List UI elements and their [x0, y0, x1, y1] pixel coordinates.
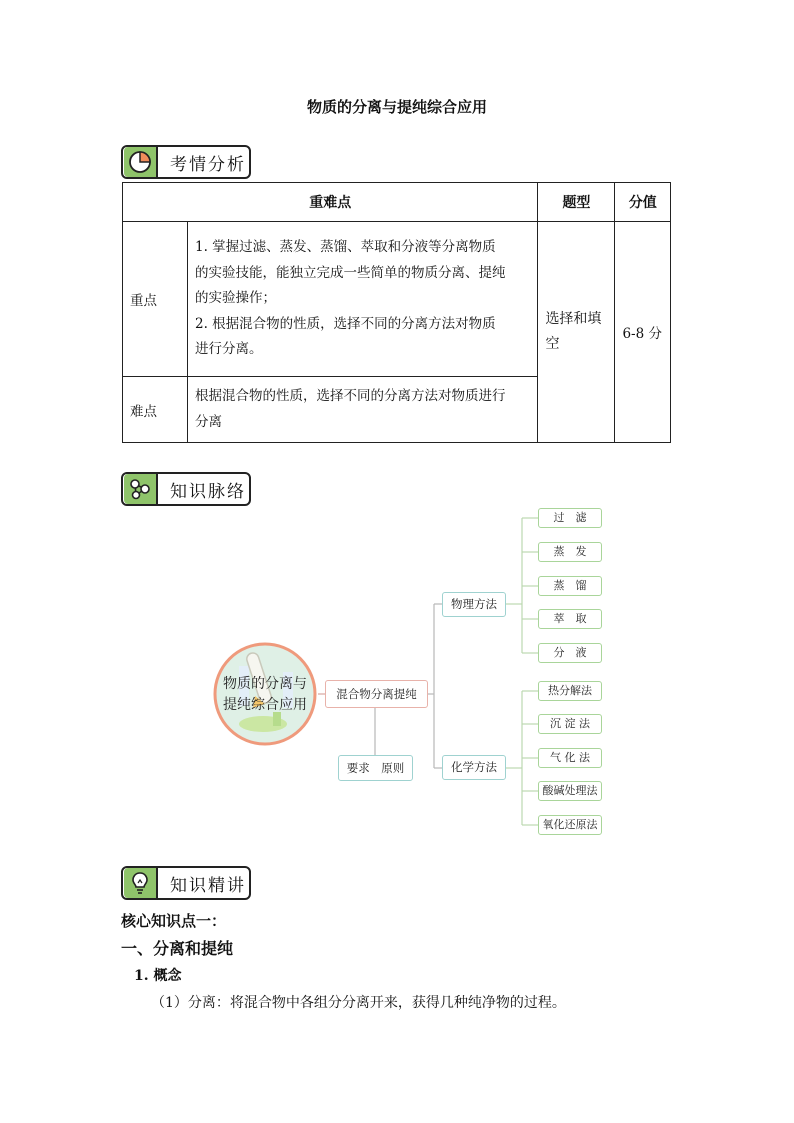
chemical-method-item: 酸碱处理法 [538, 781, 602, 801]
section-title-explain: 知识精讲 [170, 875, 246, 896]
difficult-line: 分离 [195, 413, 222, 430]
score-cell: 6-8 分 [615, 222, 671, 443]
section-heading: 一、分离和提纯 [121, 939, 234, 958]
center-line: 物质的分离与 [223, 676, 307, 692]
chemical-method-item: 气 化 法 [538, 748, 602, 768]
difficult-line: 根据混合物的性质，选择不同的分离方法对物质进行 [195, 388, 506, 404]
row-label-key: 重点 [123, 222, 188, 377]
mindmap-main-node: 混合物分离提纯 [325, 680, 428, 708]
lightbulb-icon [124, 868, 158, 898]
header-score: 分值 [615, 183, 671, 222]
mindmap-requirement-node: 要求 原则 [338, 755, 413, 781]
physical-method-item: 分 液 [538, 643, 602, 663]
physical-method-item: 蒸 馏 [538, 576, 602, 596]
key-line: 的实验操作； [195, 290, 276, 307]
mindmap-center-topic [213, 642, 317, 746]
section-title-analysis: 考情分析 [170, 154, 246, 175]
core-point-label: 核心知识点一： [121, 912, 227, 930]
key-line: 的实验技能，能独立完成一些简单的物质分离、提纯 [195, 264, 506, 281]
concept-heading: 1. 概念 [134, 968, 182, 984]
mindmap-chemical-node: 化学方法 [442, 755, 506, 780]
section-title-context: 知识脉络 [170, 481, 246, 502]
key-line: 进行分离。 [195, 341, 263, 358]
type-line: 空 [545, 336, 560, 352]
row-label-difficult: 难点 [123, 377, 188, 443]
key-line: 2. 根据混合物的性质，选择不同的分离方法对物质 [195, 315, 496, 332]
definition-text: （1）分离：将混合物中各组分分离开来，获得几种纯净物的过程。 [151, 995, 566, 1011]
header-focus: 重难点 [123, 183, 538, 222]
chemical-method-item: 沉 淀 法 [538, 714, 602, 734]
mindmap-physical-node: 物理方法 [442, 592, 506, 617]
section-header-explain [121, 866, 251, 900]
header-type: 题型 [538, 183, 615, 222]
physical-method-item: 蒸 发 [538, 542, 602, 562]
type-line: 选择和填 [545, 310, 602, 327]
chemical-method-item: 氧化还原法 [538, 815, 602, 835]
document-title: 物质的分离与提纯综合应用 [306, 98, 487, 116]
center-line: 提纯综合应用 [223, 697, 307, 713]
key-line: 1. 掌握过滤、蒸发、蒸馏、萃取和分液等分离物质 [195, 239, 496, 256]
chemical-method-item: 热分解法 [538, 681, 602, 701]
physical-method-item: 过 滤 [538, 508, 602, 528]
physical-method-item: 萃 取 [538, 609, 602, 629]
